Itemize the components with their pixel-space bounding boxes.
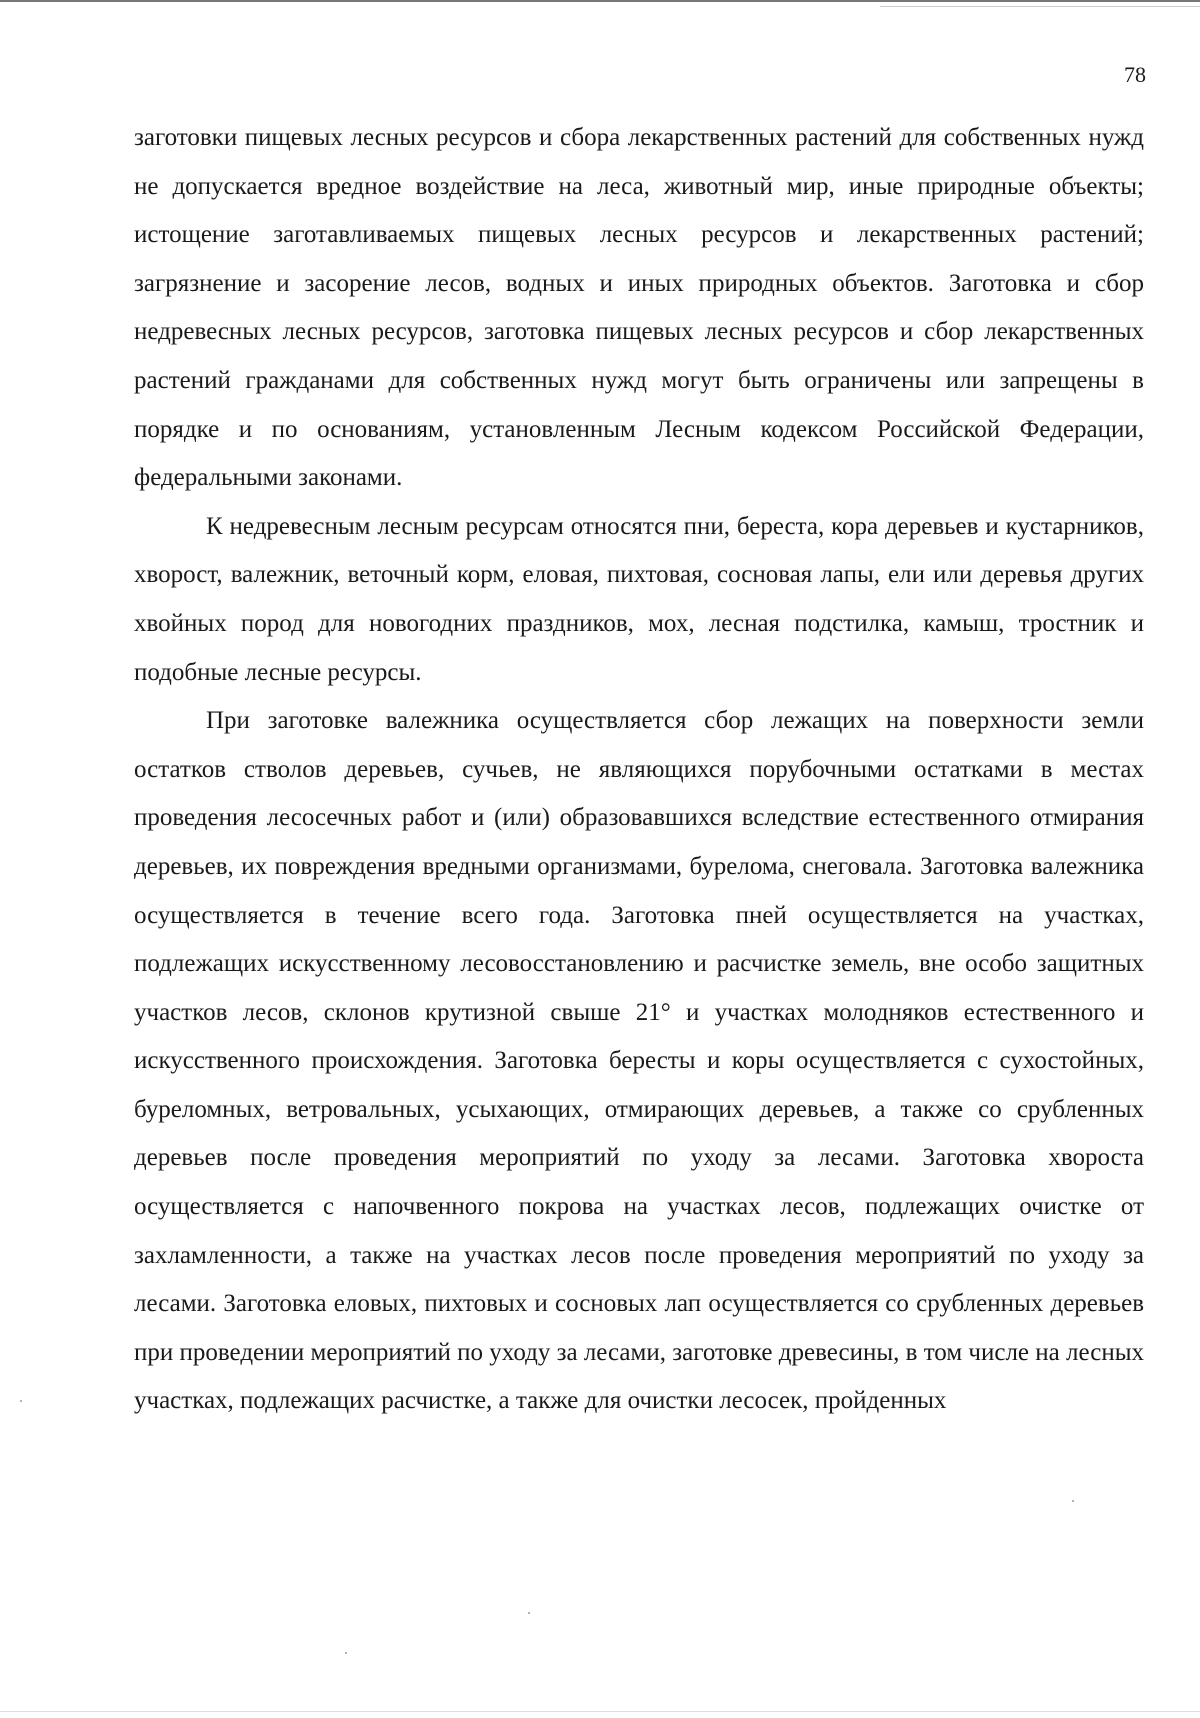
- scan-speck: [1072, 1500, 1074, 1502]
- paragraph-3: При заготовке валежника осуществляется сбор лежащих на поверхности земли остатков стволов деревьев, сучьев, не являющихся порубочными остатками в местах проведения лесосечных работ и (или) образовавшихся вследствие естественного отмирания деревьев, их повреждения вредными организмами, бурелома, снеговала. Заготовка валежника осуществляется в течение всего года. Заготовка пней осуществляется на участках, подлежащих искусственному лесовосстановлению и расчистке земель, вне особо защитных участков лесов, склонов крутизной свыше 21° и участках молодняков естественного и искусственного происхождения. Заготовка бересты и коры осуществляется с сухостойных, буреломных, ветровальных, усыхающих, отмирающих деревьев, а также со срубленных деревьев после проведения мероприятий по уходу за лесами. Заготовка хвороста осуществляется с напочвенного покрова на участках лесов, подлежащих очистке от захламленности, а также на участках лесов после проведения мероприятий по уходу за лесами. Заготовка еловых, пихтовых и сосновых лап осуществляется со срубленных деревьев при проведении мероприятий по уходу за лесами, заготовке древесины, в том числе на лесных участках, подлежащих расчистке, а также для очистки лесосек, пройденных: [134, 707, 1144, 1415]
- page-number: 78: [1124, 62, 1146, 87]
- scan-speck: [528, 1612, 530, 1614]
- paragraph-2: К недревесным лесным ресурсам относятся пни, береста, кора деревьев и кустарников, хворост, валежник, веточный корм, еловая, пихтовая, сосновая лапы, ели или деревья других хвойных пород для новогодних праздников, мох, лесная подстилка, камыш, тростник и подобные лесные ресурсы.: [134, 512, 1144, 686]
- scan-bottom-edge: [0, 1711, 1200, 1712]
- scan-speck: [345, 1652, 347, 1654]
- document-body: [134, 114, 1144, 1426]
- scan-top-edge: [0, 0, 1200, 2]
- scan-speck: [20, 1400, 22, 1402]
- scan-top-edge-faint: [880, 6, 1200, 7]
- paragraph-1: заготовки пищевых лесных ресурсов и сбора лекарственных растений для собственных нужд не допускается вредное воздействие на леса, животный мир, иные природные объекты; истощение заготавливаемых пищевых лесных ресурсов и лекарственных растений; загрязнение и засорение лесов, водных и иных природных объектов. Заготовка и сбор недревесных лесных ресурсов, заготовка пищевых лесных ресурсов и сбор лекарственных растений гражданами для собственных нужд могут быть ограничены или запрещены в порядке и по основаниям, установленным Лесным кодексом Российской Федерации, федеральными законами.: [134, 124, 1144, 492]
